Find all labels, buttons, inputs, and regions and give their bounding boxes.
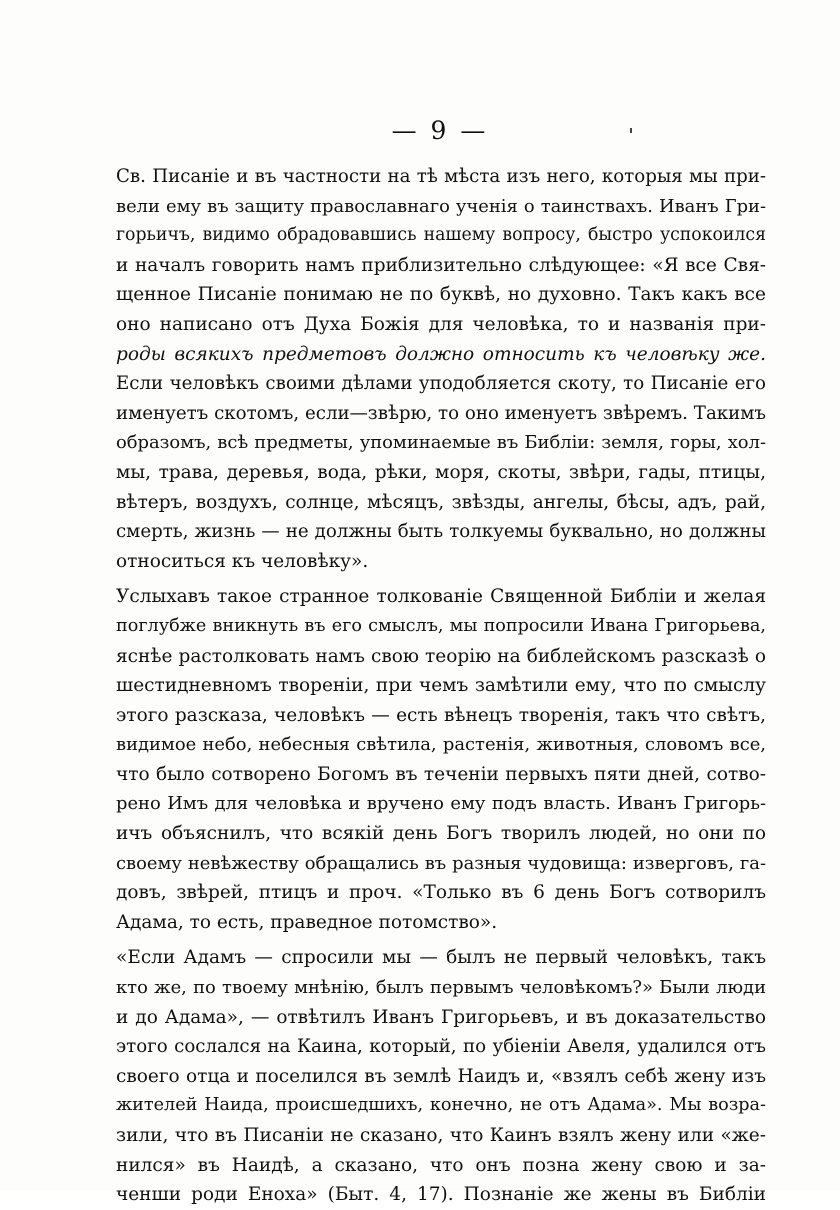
text-line: кто же, по твоему мнѣнію, былъ первымъ человѣкомъ?» Были люди bbox=[116, 977, 766, 999]
text-line: и началъ говорить намъ приблизительно слѣдующее: «Я все Свя- bbox=[116, 254, 766, 276]
text-line: жителей Наида, происшедшихъ, конечно, не отъ Адама». Мы возра- bbox=[116, 1095, 766, 1116]
text-line: шестидневномъ твореніи, при чемъ замѣтили ему, что по смыслу bbox=[116, 675, 766, 697]
text-line: вѣтеръ, воздухъ, солнце, мѣсяцъ, звѣзды, ангелы, бѣсы, адъ, рай, bbox=[116, 491, 766, 513]
text-line: рено Имъ для человѣка и вручено ему подъ власть. Иванъ Григорь- bbox=[116, 793, 766, 815]
text-line: видимое небо, небесныя свѣтила, растенія, животныя, словомъ все, bbox=[116, 734, 766, 756]
text-line: довъ, звѣрей, птицъ и проч. «Только въ 6 день Богъ сотворилъ bbox=[116, 882, 766, 904]
text-line: оно написано отъ Духа Божія для человѣка, то и названія при- bbox=[116, 313, 766, 335]
text-line: ченши роди Еноха» (Быт. 4, 17). Познаніе же жены въ Библіи bbox=[116, 1184, 766, 1206]
text-line: смерть, жизнь — не должны быть толкуемы буквально, но должны bbox=[116, 521, 766, 543]
text-line: что было сотворено Богомъ въ теченіи первыхъ пяти дней, сотво- bbox=[116, 763, 766, 785]
paragraph-2 bbox=[116, 582, 766, 937]
text-line: мы, трава, деревья, вода, рѣки, моря, скоты, звѣри, гады, птицы, bbox=[116, 461, 766, 483]
text-line: и до Адама», — отвѣтилъ Иванъ Григорьевъ, и въ доказательство bbox=[116, 1006, 766, 1028]
text-line: своему невѣжеству обращались въ разныя чудовища: изверговъ, га- bbox=[116, 852, 766, 874]
text-line: ичъ объяснилъ, что всякій день Богъ творилъ людей, но они по bbox=[116, 823, 766, 845]
text-line: поглубже вникнуть въ его смыслъ, мы попросили Ивана Григорьева, bbox=[116, 615, 766, 636]
body-text bbox=[116, 162, 766, 1210]
text-line: яснѣе растолковать намъ свою теорію на библейскомъ разсказѣ о bbox=[116, 645, 766, 667]
text-line: «Если Адамъ — спросили мы — былъ не первый человѣкъ, такъ bbox=[116, 947, 766, 969]
text-line: образомъ, всѣ предметы, упоминаемые въ Библіи: земля, горы, хол- bbox=[116, 432, 766, 454]
text-line: Адама, то есть, праведное потомство». bbox=[116, 911, 498, 933]
text-line: своего отца и поселился въ землѣ Наидъ и, «взялъ себѣ жену изъ bbox=[116, 1065, 766, 1087]
paragraph-1 bbox=[116, 162, 766, 576]
page-number: — 9 — bbox=[391, 116, 489, 145]
text-line: этого сослался на Каина, который, по убіеніи Авеля, удалился отъ bbox=[116, 1036, 766, 1058]
ink-speck bbox=[630, 128, 632, 133]
paragraph-3 bbox=[116, 943, 766, 1209]
text-line: Если человѣкъ своими дѣлами уподобляется скоту, то Писаніе его bbox=[116, 373, 766, 395]
text-line: зили, что въ Писаніи не сказано, что Каинъ взялъ жену или «же- bbox=[116, 1125, 766, 1146]
text-line: горьичъ, видимо обрадовавшись нашему вопросу, быстро успокоился bbox=[116, 225, 766, 246]
text-line: именуетъ скотомъ, если—звѣрю, то оно именуетъ звѣремъ. Такимъ bbox=[116, 402, 766, 424]
text-line: относиться къ человѣку». bbox=[116, 550, 369, 572]
text-line: роды всякихъ предметовъ должно относить къ человѣку же. bbox=[116, 343, 766, 365]
text-line: вели ему въ защиту православнаго ученія о таинствахъ. Иванъ Гри- bbox=[116, 195, 766, 217]
text-line: этого разсказа, человѣкъ — есть вѣнецъ творенія, такъ что свѣтъ, bbox=[116, 704, 766, 726]
text-line: Св. Писаніе и въ частности на тѣ мѣста изъ него, которыя мы при- bbox=[116, 166, 766, 187]
text-line: нился» въ Наидѣ, а сказано, что онъ позна жену свою и за- bbox=[116, 1154, 766, 1176]
text-line: щенное Писаніе понимаю не по буквѣ, но духовно. Такъ какъ все bbox=[116, 284, 766, 306]
text-line: Услыхавъ такое странное толкованіе Священной Библіи и желая bbox=[116, 586, 766, 608]
